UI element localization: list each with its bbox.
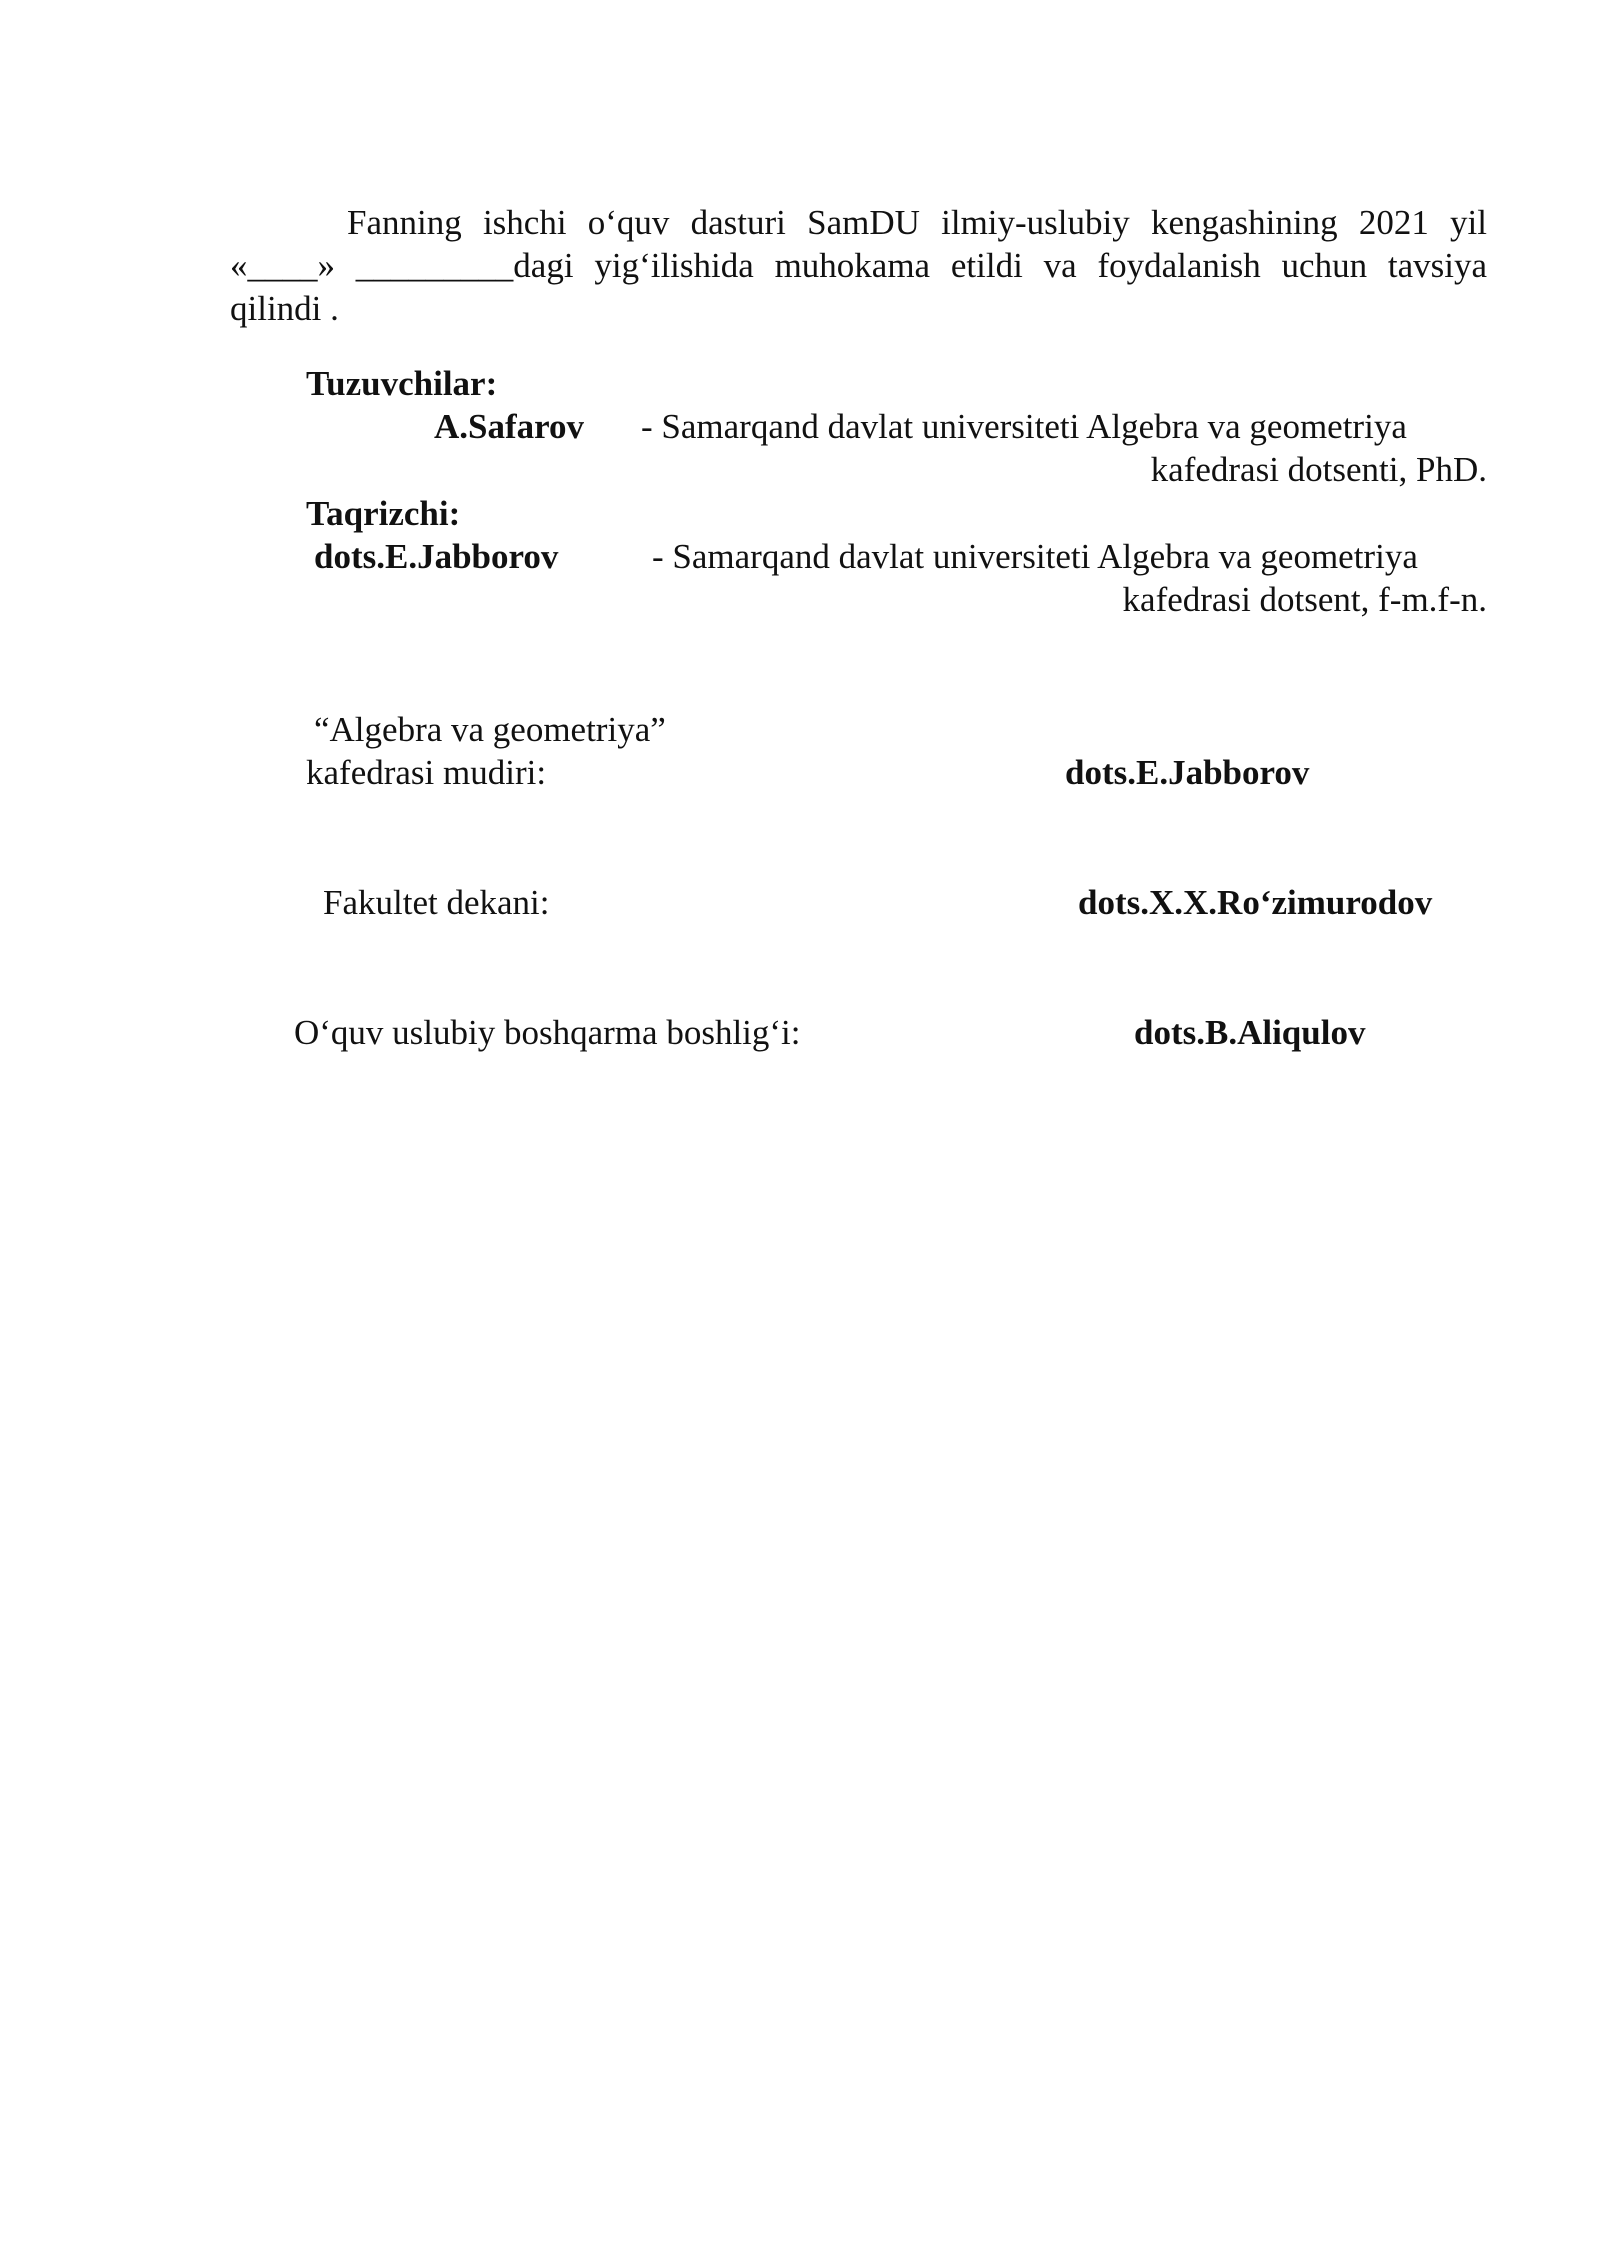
reviewer-name: dots.E.Jabborov: [314, 537, 559, 576]
reviewer-heading: Taqrizchi:: [306, 494, 461, 533]
intro-paragraph: [230, 201, 1487, 330]
dean-name: dots.X.X.Ro‘zimurodov: [1078, 883, 1433, 922]
intro-line-2: «____» _________dagi yig‘ilishida muhokama etildi va foydalanish uchun tavsiya: [230, 246, 1487, 285]
intro-line-3: qilindi .: [230, 289, 339, 328]
compilers-heading: Tuzuvchilar:: [306, 364, 498, 403]
department-head-name: dots.E.Jabborov: [1065, 753, 1310, 792]
compiler-name: A.Safarov: [434, 407, 585, 446]
office-head-name: dots.B.Aliqulov: [1134, 1013, 1366, 1052]
intro-line-1: [230, 201, 1487, 244]
reviewer-desc-line-2: kafedrasi dotsent, f-m.f-n.: [1122, 580, 1487, 619]
dean-label: Fakultet dekani:: [323, 883, 550, 922]
compiler-desc-line-1: - Samarqand davlat universiteti Algebra va geometriya: [641, 407, 1407, 446]
intro-line-1-text: Fanning ishchi o‘quv dasturi SamDU ilmiy-uslubiy kengashining 2021 yil: [347, 203, 1487, 242]
reviewer-desc-line-1: - Samarqand davlat universiteti Algebra va geometriya: [652, 537, 1418, 576]
department-name: “Algebra va geometriya”: [314, 710, 666, 749]
office-label: O‘quv uslubiy boshqarma boshlig‘i:: [294, 1013, 801, 1052]
compiler-desc-line-2: kafedrasi dotsenti, PhD.: [1150, 450, 1487, 489]
department-head-label: kafedrasi mudiri:: [306, 753, 547, 792]
